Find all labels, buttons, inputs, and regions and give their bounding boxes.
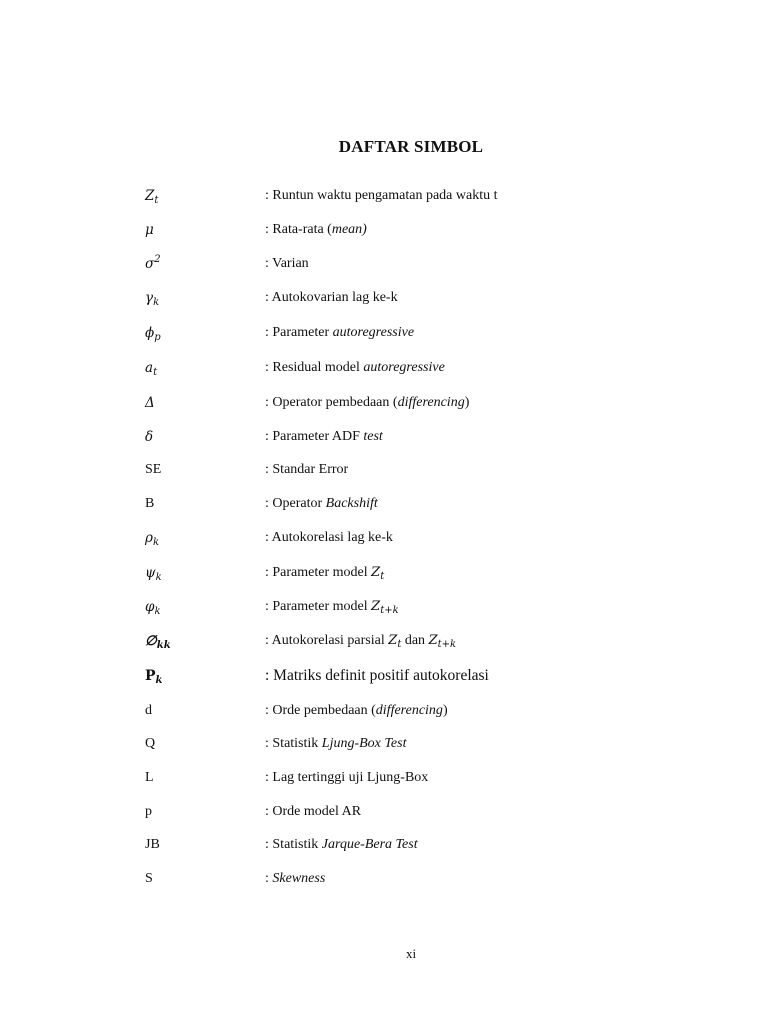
symbol-description: : Operator pembedaan (differencing) [265,395,470,410]
symbol-row [0,392,768,414]
symbol-description: : Autokovarian lag ke-k [265,290,398,305]
symbol-row [0,287,768,309]
symbol: Δ [145,395,155,411]
symbol-description: : Operator Backshift [265,496,378,511]
symbol: $\varphi_k$ [145,599,161,617]
symbol: $\sigma^2$ [145,254,161,272]
symbol: S [145,871,153,886]
symbol-description: : Autokorelasi parsial $Z_t$ dan $Z_{t+k}$ [265,633,457,650]
symbol: B [145,496,155,511]
symbol-description: : Parameter model $Z_t$ [265,565,385,582]
symbol-description: : Orde pembedaan (differencing) [265,703,448,718]
symbol-row [0,801,768,823]
symbol-row [0,185,768,207]
symbol: Q [145,736,156,751]
symbol-row [0,630,768,652]
symbol: $a_t$ [145,360,158,378]
symbol: L [145,770,154,785]
symbol-row [0,562,768,584]
symbol-row [0,868,768,890]
symbol-description: : Parameter autoregressive [265,325,415,340]
symbol-description: : Standar Error [265,462,349,477]
symbol-description: : Varian [265,256,309,271]
symbol: $\emptyset_{kk}$ [145,633,171,651]
symbol: δ [145,429,154,445]
symbol-row [0,733,768,755]
symbol-row [0,834,768,856]
page-number: xi [405,946,417,961]
symbol-description: : Runtun waktu pengamatan pada waktu t [265,188,498,203]
symbol: $\gamma_k$ [145,290,160,308]
symbol: $\rho_k$ [145,530,159,548]
symbol-row [0,219,768,241]
symbol-description: : Rata-rata (mean) [265,222,367,237]
symbol: $\phi_p$ [145,325,161,343]
symbol-description: : Parameter ADF test [265,429,383,444]
symbol: $\psi_k$ [145,565,162,583]
symbol-description: : Lag tertinggi uji Ljung-Box [265,770,429,785]
symbol-description: : Statistik Ljung-Box Test [265,736,407,751]
symbol-row [0,665,768,687]
symbol-row [0,459,768,481]
symbol-row [0,596,768,618]
symbol-description: : Orde model AR [265,804,362,819]
symbol-description: : Autokorelasi lag ke-k [265,530,393,545]
symbol: $P_k$ [145,668,163,686]
symbol-description: : Statistik Jarque-Bera Test [265,837,418,852]
symbol-description: : Parameter model $Z_{t+k}$ [265,599,399,616]
symbol-description: : Matriks definit positif autokorelasi [265,667,489,684]
symbol: μ [145,222,154,238]
symbol-description: : Residual model autoregressive [265,360,445,375]
symbol-description: : Skewness [265,871,326,886]
symbol-row [0,253,768,275]
symbol: p [145,804,152,819]
symbol: $Z_t$ [145,188,159,206]
symbol: JB [145,837,160,852]
symbol: SE [145,462,162,477]
symbol: d [145,703,152,718]
symbol-row [0,493,768,515]
page-title: DAFTAR SIMBOL [338,137,484,156]
symbol-row [0,357,768,379]
symbol-row [0,527,768,549]
symbol-row [0,426,768,448]
symbol-row [0,322,768,344]
symbol-row [0,700,768,722]
symbol-row [0,767,768,789]
